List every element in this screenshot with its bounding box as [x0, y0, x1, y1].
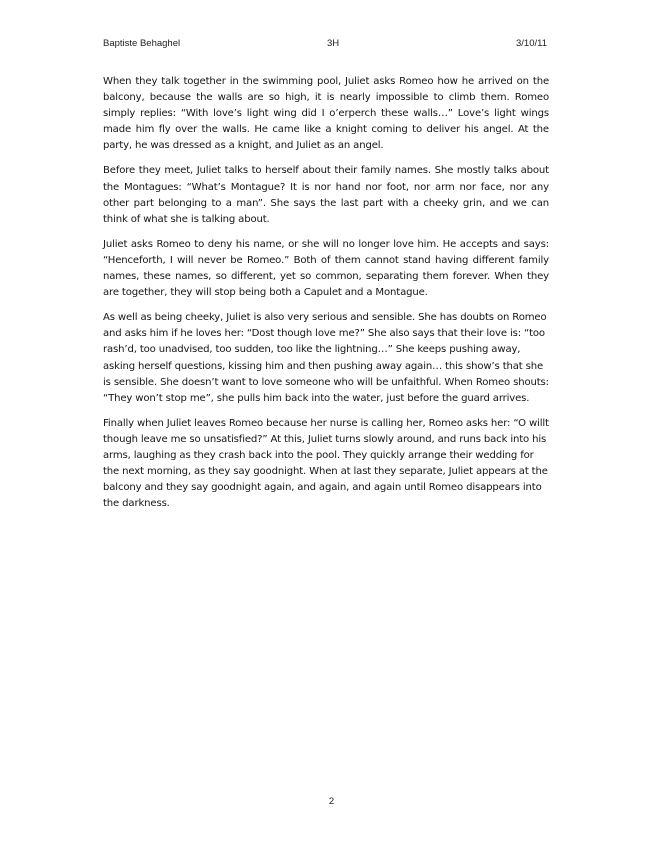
paragraph-2: Before they meet, Juliet talks to herself about their family names. She mostly talks about the Montagues: “What’s Montague? It is nor hand nor foot, nor arm nor face, nor any other part belonging to a man”. She says the last part with a cheeky grin, and we can think of what she is talking about.: [103, 165, 549, 225]
page-header: [103, 38, 547, 52]
paragraph-1: When they talk together in the swimming pool, Juliet asks Romeo how he arrived on the balcony, because the walls are so high, it is nearly impossible to climb them. Romeo simply replies: “With love’s light wing did I o’erperch these walls…” Love’s light wings made him fly over the walls. He came like a knight coming to deliver his angel. At the party, he was dressed as a knight, and Juliet as an angel.: [103, 76, 549, 152]
header-author: Baptiste Behaghel: [103, 38, 181, 49]
document-body: [103, 74, 549, 521]
header-class: 3H: [327, 38, 340, 49]
header-date: 3/10/11: [516, 38, 547, 49]
paragraph-4: As well as being cheeky, Juliet is also very serious and sensible. She has doubts on Romeo and asks him if he loves her: “Dost though love me?” She also says that their love is: “too rash’d, too unadvised, too sudden, too like the lightning…” She keeps pushing away, asking herself questions, kissing him and then pushing away again… this show’s that she is sensible. She doesn’t want to love someone who will be unfaithful. When Romeo shouts: “They won’t stop me”, she pulls him back into the water, just before the guard arrives.: [103, 312, 549, 404]
page-number: 2: [328, 796, 335, 807]
paragraph-5: Finally when Juliet leaves Romeo because her nurse is calling her, Romeo asks her: “O willt though leave me so unsatisfied?” At this, Juliet turns slowly around, and runs back into his arms, laughing as they crash back into the pool. They quickly arrange their wedding for the next morning, as they say goodnight. When at last they separate, Juliet appears at the balcony and they say goodnight again, and again, and again until Romeo disappears into the darkness.: [103, 417, 549, 510]
paragraph-3: Juliet asks Romeo to deny his name, or she will no longer love him. He accepts and says: “Henceforth, I will never be Romeo.” Both of them cannot stand having different family names, these names, so different, yet so common, separating them forever. When they are together, they will stop being both a Capulet and a Montague.: [103, 238, 549, 299]
